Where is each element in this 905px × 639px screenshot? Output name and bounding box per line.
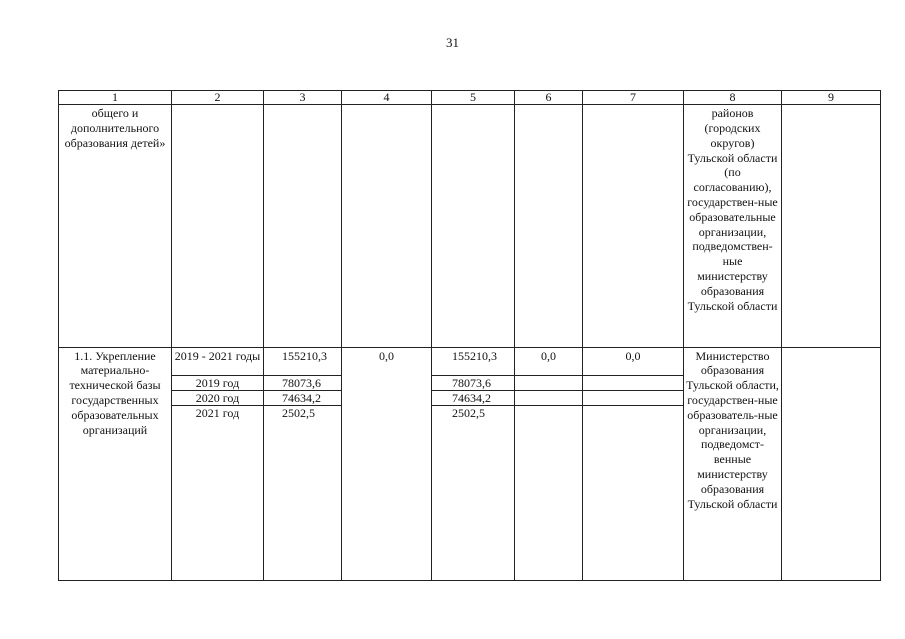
activity-1-1-responsible: Министерство образования Тульской области, государствен-ные образователь-ные организации, подведомст-венные министерству образования Тульской области	[684, 347, 782, 580]
table-cell	[432, 105, 515, 347]
header-cell: 9	[782, 91, 881, 105]
table-cell	[342, 105, 432, 347]
total-amount-cell: 155210,3	[264, 347, 342, 375]
col6-cell: 0,0	[515, 347, 583, 375]
total-amount-cell: 2502,5	[264, 406, 342, 581]
col5-cell: 155210,3	[432, 347, 515, 375]
continuation-activity-name: общего и дополнительного образования детей»	[59, 105, 172, 347]
col4-cell: 0,0	[342, 347, 432, 580]
col5-cell: 2502,5	[432, 406, 515, 581]
period-cell: 2019 - 2021 годы	[172, 347, 264, 375]
header-cell: 4	[342, 91, 432, 105]
table-row	[59, 105, 881, 347]
table-cell	[515, 391, 583, 406]
total-amount-cell: 78073,6	[264, 375, 342, 390]
header-cell: 8	[684, 91, 782, 105]
col5-cell: 78073,6	[432, 375, 515, 390]
table-cell	[172, 105, 264, 347]
table-row	[59, 347, 881, 375]
activity-1-1-name: 1.1. Укрепление материально-технической базы государственных образовательных организаций	[59, 347, 172, 580]
period-cell: 2019 год	[172, 375, 264, 390]
table-cell	[782, 347, 881, 580]
header-cell: 5	[432, 91, 515, 105]
table-cell	[583, 391, 684, 406]
period-cell: 2021 год	[172, 406, 264, 581]
continuation-responsible: районов (городских округов) Тульской области (по согласованию), государствен-ные образовательные организации, подведомствен-ные министерству образования Тульской области	[684, 105, 782, 347]
table-cell	[515, 406, 583, 581]
table-cell	[515, 375, 583, 390]
col7-cell: 0,0	[583, 347, 684, 375]
header-cell: 1	[59, 91, 172, 105]
header-cell: 7	[583, 91, 684, 105]
total-amount-cell: 74634,2	[264, 391, 342, 406]
table-header-row	[59, 91, 881, 105]
header-cell: 3	[264, 91, 342, 105]
header-cell: 6	[515, 91, 583, 105]
header-cell: 2	[172, 91, 264, 105]
table-cell	[583, 406, 684, 581]
table-cell	[583, 375, 684, 390]
page-number: 31	[446, 35, 459, 50]
table-cell	[782, 105, 881, 347]
table-cell	[515, 105, 583, 347]
col5-cell: 74634,2	[432, 391, 515, 406]
table-cell	[583, 105, 684, 347]
table-cell	[264, 105, 342, 347]
period-cell: 2020 год	[172, 391, 264, 406]
program-table	[58, 90, 881, 581]
